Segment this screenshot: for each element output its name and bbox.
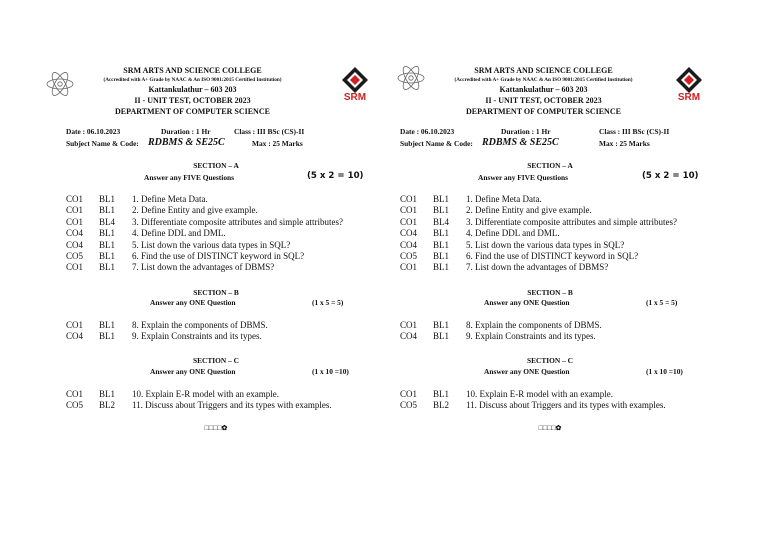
department: DEPARTMENT OF COMPUTER SCIENCE [466, 107, 621, 116]
srm-logo-text: SRM [343, 92, 367, 103]
section-a-title: SECTION – A [193, 161, 239, 170]
bl-code: BL1 [99, 251, 116, 262]
co-code: CO5 [66, 400, 84, 411]
co-code: CO1 [66, 262, 84, 273]
co-code: CO1 [66, 389, 84, 399]
section-c-marks: (1 x 10 =10) [646, 367, 683, 376]
question-text: 2. Define Entity and give example. [466, 205, 592, 216]
co-code: CO1 [400, 194, 418, 204]
section-c-questions [400, 389, 666, 412]
bl-code: BL1 [433, 262, 450, 273]
question-text: 6. Find the use of DISTINCT keyword in SQL? [466, 251, 639, 262]
bl-code: BL4 [433, 216, 450, 227]
exam-date: Date : 06.10.2023 [400, 127, 455, 136]
question-text: 3. Differentiate composite attributes and simple attributes? [132, 216, 344, 227]
question-row [66, 331, 268, 342]
question-row [66, 205, 343, 216]
question-row [400, 331, 602, 342]
subject-label: Subject Name & Code: [400, 139, 473, 148]
question-text: 1. Define Meta Data. [466, 194, 542, 204]
department: DEPARTMENT OF COMPUTER SCIENCE [115, 107, 270, 116]
section-c-marks: (1 x 10 =10) [312, 367, 349, 376]
co-code: CO1 [400, 320, 418, 330]
question-text: 8. Explain the components of DBMS. [132, 320, 268, 330]
atom-emblem-icon [45, 66, 75, 102]
question-row [66, 320, 268, 331]
section-a-instruction: Answer any FIVE Questions [144, 173, 235, 182]
co-code: CO1 [66, 320, 84, 330]
bl-code: BL1 [99, 262, 116, 273]
bl-code: BL1 [99, 331, 116, 342]
section-c-title: SECTION – C [527, 356, 573, 365]
question-text: 8. Explain the components of DBMS. [466, 320, 602, 330]
bl-code: BL1 [433, 331, 450, 342]
co-code: CO1 [400, 262, 418, 273]
question-row [400, 194, 677, 205]
bl-code: BL1 [433, 205, 450, 216]
bl-code: BL1 [99, 239, 116, 250]
question-text: 4. Define DDL and DML. [466, 228, 560, 239]
question-text: 5. List down the various data types in SQL? [132, 239, 291, 250]
bl-code: BL1 [433, 194, 450, 204]
question-row [400, 205, 677, 216]
section-a-questions [66, 194, 343, 274]
question-row [400, 217, 677, 228]
section-a-marks: (5 x 2 = 10) [642, 171, 699, 181]
co-code: CO1 [66, 205, 84, 216]
question-paper-right [384, 0, 768, 543]
question-row [66, 400, 332, 411]
question-row [400, 251, 677, 262]
question-row [66, 217, 343, 228]
question-row [66, 251, 343, 262]
section-a-instruction: Answer any FIVE Questions [478, 173, 569, 182]
college-name: SRM ARTS AND SCIENCE COLLEGE [474, 66, 613, 75]
accreditation: (Accredited with A+ Grade by NAAC & An ISO 9001:2015 Certified Institution) [454, 77, 633, 83]
exam-title: II - UNIT TEST, OCTOBER 2023 [485, 96, 602, 105]
bl-code: BL1 [99, 389, 116, 399]
subject-name: RDBMS & SE25C [482, 137, 559, 148]
co-code: CO5 [66, 251, 84, 262]
bl-code: BL1 [433, 228, 450, 239]
section-b-title: SECTION – B [193, 288, 239, 297]
accreditation: (Accredited with A+ Grade by NAAC & An ISO 9001:2015 Certified Institution) [103, 77, 282, 83]
question-row [66, 194, 343, 205]
section-c-instruction: Answer any ONE Question [150, 367, 236, 376]
co-code: CO1 [66, 216, 84, 227]
co-code: CO1 [400, 205, 418, 216]
bl-code: BL1 [433, 320, 450, 330]
co-code: CO4 [400, 331, 418, 342]
co-code: CO1 [400, 216, 418, 227]
bl-code: BL1 [99, 205, 116, 216]
question-text: 3. Differentiate composite attributes and simple attributes? [466, 216, 678, 227]
srm-logo-text: SRM [677, 92, 701, 103]
co-code: CO4 [400, 239, 418, 250]
question-row [400, 389, 666, 400]
question-text: 7. List down the advantages of DBMS? [132, 262, 275, 273]
bl-code: BL1 [99, 320, 116, 330]
question-text: 6. Find the use of DISTINCT keyword in SQL? [132, 251, 305, 262]
question-row [66, 389, 332, 400]
section-a-marks: (5 x 2 = 10) [307, 171, 364, 181]
exam-class: Class : III BSc (CS)-II [599, 127, 670, 136]
bl-code: BL1 [433, 251, 450, 262]
section-a-questions [400, 194, 677, 274]
question-text: 2. Define Entity and give example. [132, 205, 258, 216]
co-code: CO1 [66, 194, 84, 204]
college-location: Kattankulathur – 603 203 [148, 85, 237, 94]
co-code: CO5 [400, 251, 418, 262]
section-b-marks: (1 x 5 = 5) [312, 298, 344, 307]
college-name: SRM ARTS AND SCIENCE COLLEGE [123, 66, 262, 75]
section-b-questions [66, 320, 268, 343]
bl-code: BL2 [433, 400, 450, 411]
end-mark: □□□□✿ [204, 424, 228, 432]
question-text: 11. Discuss about Triggers and its types with examples. [466, 400, 666, 411]
section-b-instruction: Answer any ONE Question [484, 298, 570, 307]
section-c-title: SECTION – C [193, 356, 239, 365]
co-code: CO4 [400, 228, 418, 239]
bl-code: BL1 [433, 239, 450, 250]
question-text: 7. List down the advantages of DBMS? [466, 262, 609, 273]
exam-date: Date : 06.10.2023 [66, 127, 121, 136]
co-code: CO5 [400, 400, 418, 411]
section-c-instruction: Answer any ONE Question [484, 367, 570, 376]
end-mark: □□□□✿ [538, 424, 562, 432]
question-row [400, 240, 677, 251]
bl-code: BL2 [99, 400, 116, 411]
question-text: 5. List down the various data types in SQL? [466, 239, 625, 250]
question-row [400, 262, 677, 273]
college-location: Kattankulathur – 603 203 [499, 85, 588, 94]
max-marks: Max : 25 Marks [252, 139, 303, 148]
section-b-marks: (1 x 5 = 5) [646, 298, 678, 307]
exam-duration: Duration : 1 Hr [501, 127, 551, 136]
question-text: 10. Explain E-R model with an example. [132, 389, 279, 399]
question-text: 4. Define DDL and DML. [132, 228, 226, 239]
question-text: 11. Discuss about Triggers and its types with examples. [132, 400, 332, 411]
section-c-questions [66, 389, 332, 412]
question-text: 9. Explain Constraints and its types. [132, 331, 262, 342]
subject-name: RDBMS & SE25C [148, 137, 225, 148]
question-row [400, 228, 677, 239]
section-a-title: SECTION – A [527, 161, 573, 170]
co-code: CO1 [400, 389, 418, 399]
bl-code: BL1 [99, 228, 116, 239]
atom-emblem-icon [396, 60, 426, 96]
section-b-questions [400, 320, 602, 343]
co-code: CO4 [66, 239, 84, 250]
exam-title: II - UNIT TEST, OCTOBER 2023 [134, 96, 251, 105]
question-row [66, 262, 343, 273]
question-row [66, 240, 343, 251]
question-row [400, 320, 602, 331]
question-text: 10. Explain E-R model with an example. [466, 389, 613, 399]
question-row [400, 400, 666, 411]
question-row [66, 228, 343, 239]
bl-code: BL1 [99, 194, 116, 204]
section-b-title: SECTION – B [527, 288, 573, 297]
max-marks: Max : 25 Marks [599, 139, 650, 148]
exam-class: Class : III BSc (CS)-II [234, 127, 305, 136]
co-code: CO4 [66, 228, 84, 239]
bl-code: BL1 [433, 389, 450, 399]
question-text: 9. Explain Constraints and its types. [466, 331, 596, 342]
bl-code: BL4 [99, 216, 116, 227]
exam-duration: Duration : 1 Hr [161, 127, 211, 136]
co-code: CO4 [66, 331, 84, 342]
subject-label: Subject Name & Code: [66, 139, 139, 148]
question-text: 1. Define Meta Data. [132, 194, 208, 204]
section-b-instruction: Answer any ONE Question [150, 298, 236, 307]
